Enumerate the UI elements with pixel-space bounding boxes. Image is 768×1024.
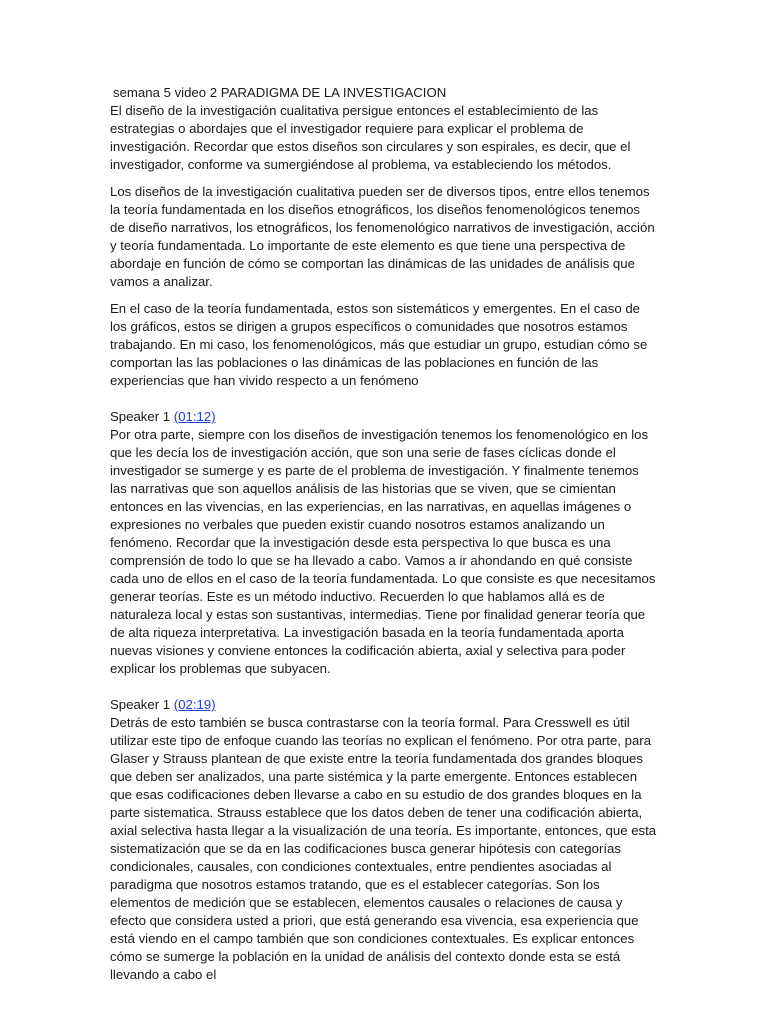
speaker-label: Speaker 1 xyxy=(110,697,171,712)
timestamp-link[interactable]: (01:12) xyxy=(173,409,216,424)
speaker-text: Por otra parte, siempre con los diseños de investigación tenemos los fenomenológico en los que les decía los de investigación acción, que son una serie de fases cíclicas donde el investigador se sumerge y es parte de el problema de investigación. Y finalmente tenemos las narrativas que son aquellos análisis de las historias que se viven, que se cimientan entonces en las vivencias, en las experiencias, en las narrativas, en aquellas imágenes o expresiones no verbales que pueden existir cuando nosotros estamos analizando un fenómeno. Recordar que la investigación desde esta perspectiva lo que busca es una comprensión de todo lo que se ha llevado a cabo. Vamos a ir ahondando en qué consiste cada uno de ellos en el caso de la teoría fundamentada. Lo que consiste es que necesitamos generar teorías. Este es un método inductivo. Recuerden lo que hablamos allá es de naturaleza local y estas son sustantivas, intermedias. Tiene por finalidad generar teoría que de alta riqueza interpretativa. La investigación basada en la teoría fundamentada aporta nuevas visiones y conviene entonces la codificación abierta, axial y selectiva para poder explicar los problemas que subyacen. xyxy=(110,427,656,676)
paragraph-1: El diseño de la investigación cualitativa persigue entonces el establecimiento de las estrategias o abordajes que el investigador requiere para explicar el problema de investigación. Recordar que estos diseños son circulares y son espirales, es decir, que el investigador, conforme va sumergiéndose al problema, va estableciendo los métodos. xyxy=(110,103,631,172)
document-title: semana 5 video 2 PARADIGMA DE LA INVESTIGACION xyxy=(113,85,447,100)
speaker-header xyxy=(110,696,658,714)
timestamp-link[interactable]: (02:19) xyxy=(173,697,216,712)
paragraph-2: Los diseños de la investigación cualitativa pueden ser de diversos tipos, entre ellos tenemos la teoría fundamentada en los diseños etnográficos, los diseños fenomenológicos tenemos de diseño narrativos, los etnográficos, los fenomenológico narrativos de investigación, acción y teoría fundamentada. Lo importante de este elemento es que tiene una perspectiva de abordaje en función de cómo se comportan las dinámicas de las unidades de análisis que vamos a analizar. xyxy=(110,184,655,289)
speaker-text: Detrás de esto también se busca contrastarse con la teoría formal. Para Cresswell es útil utilizar este tipo de enfoque cuando las teorías no explican el fenómeno. Por otra parte, para Glaser y Strauss plantean de que existe entre la teoría fundamentada dos grandes bloques que deben ser analizados, una parte sistémica y la parte emergente. Entonces establecen que esas codificaciones deben llevarse a cabo en su estudio de dos grandes bloques en la parte sistematica. Strauss establece que los datos deben de tener una codificación abierta, axial selectiva hasta llegar a la visualización de una teoría. Es importante, entonces, que esta sistematización que se da en las codificaciones busca generar hipótesis con categorías condicionales, causales, con condiciones contextuales, entre pendientes asociadas al paradigma que nosotros estamos tratando, que es el establecer categorías. Son los elementos de medición que se establecen, elementos causales o relaciones de causa y efecto que considera usted a priori, que está generando esa vivencia, esa experiencia que está viendo en el campo también que son condiciones contextuales. Es explicar entonces cómo se sumerge la población en la unidad de análisis del contexto donde esta se está llevando a cabo el xyxy=(110,715,657,982)
document-page xyxy=(110,84,658,993)
speaker-block-2 xyxy=(110,696,658,984)
paragraph-3: En el caso de la teoría fundamentada, estos son sistemáticos y emergentes. En el caso de los gráficos, estos se dirigen a grupos específicos o comunidades que nosotros estamos trabajando. En mi caso, los fenomenológicos, más que estudiar un grupo, estudian cómo se comportan las las poblaciones o las dinámicas de las poblaciones en función de las experiencias que han vivido respecto a un fenómeno xyxy=(110,301,648,388)
speaker-label: Speaker 1 xyxy=(110,409,171,424)
speaker-block-1 xyxy=(110,408,658,678)
speaker-header xyxy=(110,408,658,426)
